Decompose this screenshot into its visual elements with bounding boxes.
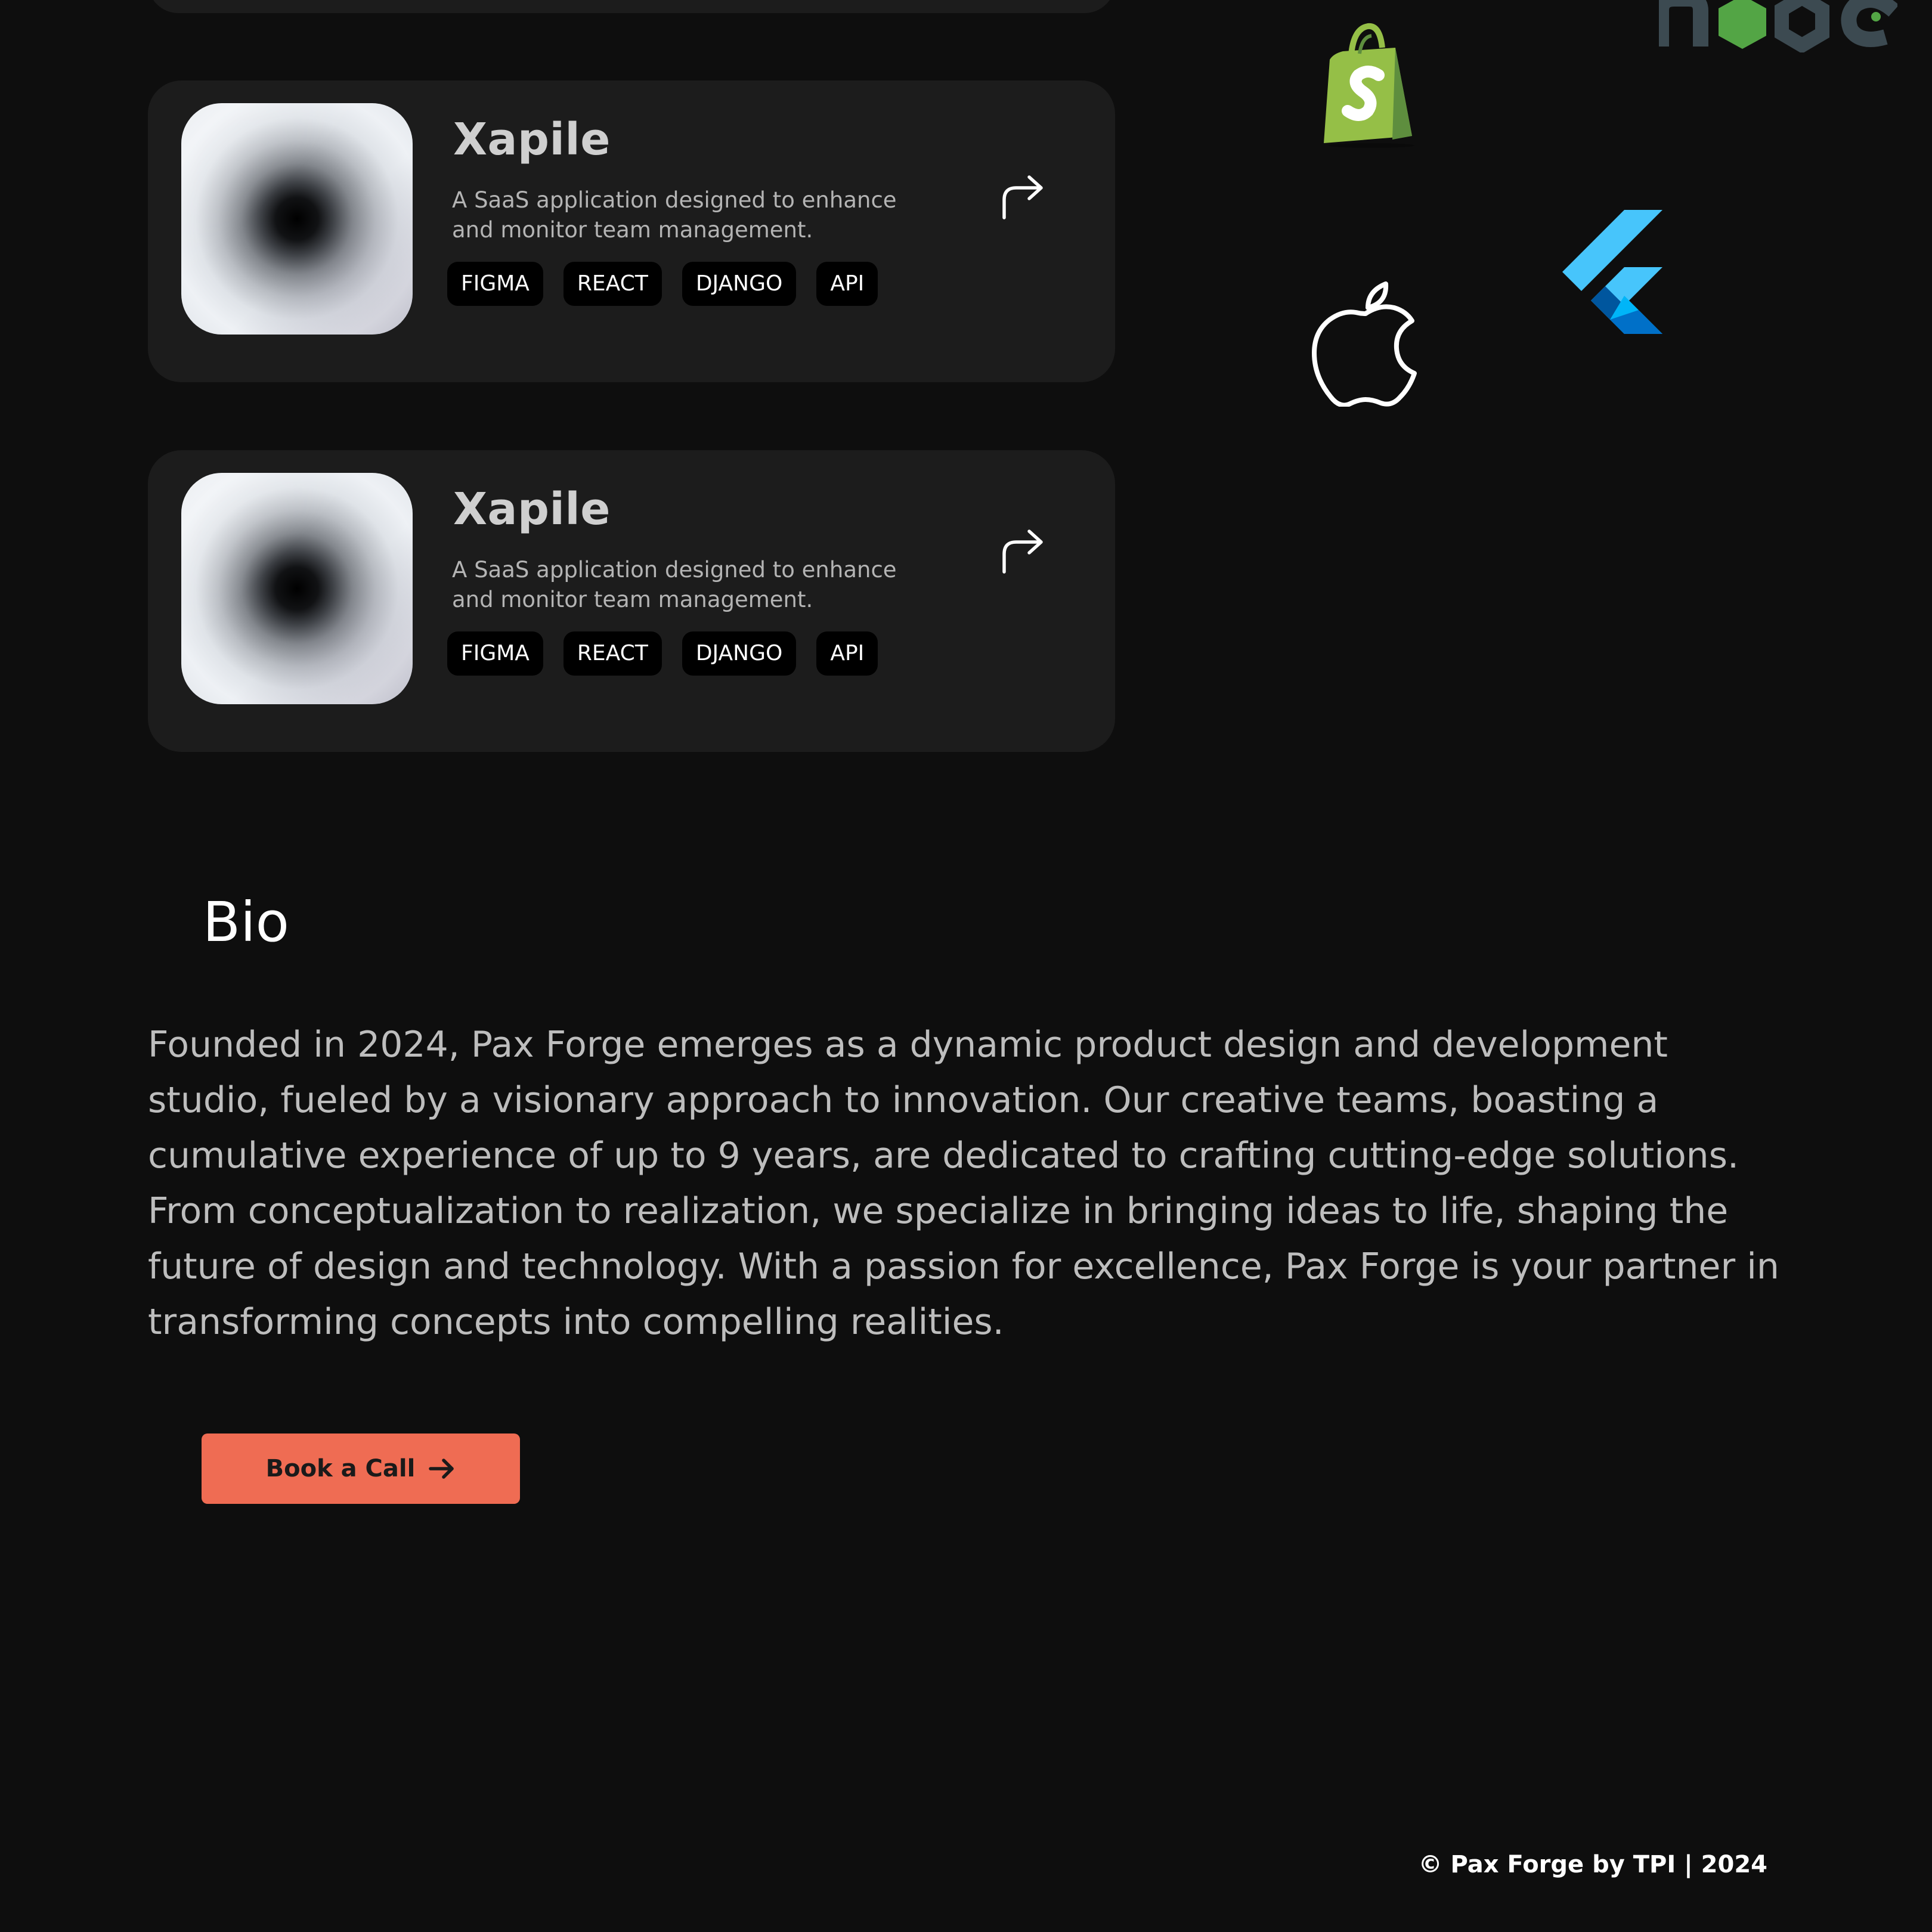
project-title: Xapile (453, 114, 611, 165)
project-tags (447, 631, 878, 676)
tag-figma: FIGMA (447, 262, 543, 306)
footer-copyright: © Pax Forge by TPI | 2024 (1418, 1851, 1767, 1878)
flutter-logo-icon (1562, 210, 1664, 336)
project-card[interactable] (148, 80, 1115, 382)
tag-api: API (816, 631, 878, 676)
project-tags (447, 262, 878, 306)
share-arrow-icon[interactable] (998, 524, 1049, 575)
project-card-partial (148, 0, 1115, 13)
project-title: Xapile (453, 484, 611, 535)
tag-django: DJANGO (682, 631, 797, 676)
tag-django: DJANGO (682, 262, 797, 306)
project-thumbnail (181, 473, 413, 704)
tag-figma: FIGMA (447, 631, 543, 676)
tag-api: API (816, 262, 878, 306)
shopify-logo-icon (1306, 18, 1425, 149)
tag-react: REACT (564, 262, 662, 306)
share-arrow-icon[interactable] (998, 170, 1049, 221)
apple-logo-icon (1306, 281, 1425, 407)
nodejs-logo-icon (1659, 0, 1897, 52)
arrow-right-icon (428, 1457, 456, 1481)
tag-react: REACT (564, 631, 662, 676)
book-a-call-label: Book a Call (265, 1455, 416, 1482)
project-card[interactable] (148, 450, 1115, 752)
book-a-call-button[interactable] (202, 1433, 520, 1504)
bio-heading: Bio (203, 890, 289, 954)
project-description: A SaaS application designed to enhance and monitor team management. (452, 557, 897, 612)
bio-paragraph: Founded in 2024, Pax Forge emerges as a dynamic product design and development studio, fueled by a visionary approach to innovation. Our creative teams, boasting a cumulative experience of up to 9 years, are dedicated to crafting cutting-edge solutions. From conceptualization to realization, we specialize in bringing ideas to life, shaping the future of design and technology. With a passion for excellence, Pax Forge is your partner in transforming concepts into compelling realities. (148, 1024, 1779, 1343)
project-thumbnail (181, 103, 413, 335)
project-description: A SaaS application designed to enhance and monitor team management. (452, 187, 897, 243)
